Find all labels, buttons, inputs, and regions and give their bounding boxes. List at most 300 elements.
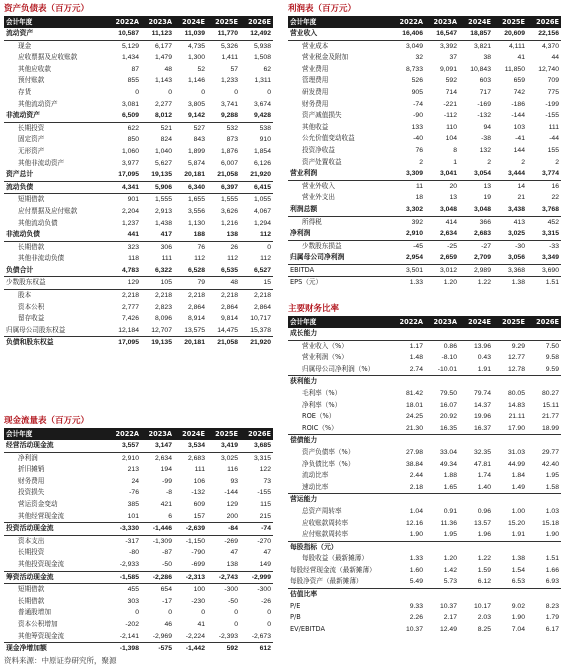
cell-value: 455 [127,586,139,594]
cell-value: 11,039 [174,28,207,40]
cell-value: 46 [164,620,172,628]
cell-value: 79.50 [439,389,457,397]
table-row [288,423,561,435]
cell-value: 112 [227,255,238,263]
cell-value: 1.51 [545,279,559,287]
header-year: 2022A [391,16,425,28]
cell-value: 2,218 [187,292,205,300]
header-year: 2022A [108,428,141,440]
cell-value [493,494,527,506]
cell-value: 10,587 [108,28,141,40]
table-row [4,476,273,488]
table-row [288,400,561,412]
row-label: 非流动资产 [4,110,108,122]
table-row [288,145,561,157]
cell-value: 6,535 [207,265,240,277]
row-label: 每股净资产（最新摊薄） [288,576,391,588]
cell-value: -2,224 [174,631,207,643]
row-label: 资产处置收益 [302,157,342,166]
cell-value: 1.20 [443,555,457,563]
cell-value: 9.59 [527,364,561,376]
cell-value: -10.01 [425,364,459,376]
cell-value: 1.20 [443,279,457,287]
cell-value: 2,823 [154,303,172,311]
cash-flow-title: 现金流量表（百万元） [4,416,90,426]
cell-value [527,589,561,601]
cell-value: 138 [207,559,240,571]
cell-value: -1,150 [185,537,205,545]
row-label: 长期投资 [18,123,45,132]
row-label: 净利润 [18,453,38,462]
cell-value: 654 [160,586,172,594]
cell-value: 12.16 [405,519,423,527]
row-label: 净利润 [288,228,391,240]
row-label: 利润总额 [288,204,391,216]
table-row [4,523,273,536]
cell-value: 1.79 [545,614,559,622]
row-label: 短期借款 [18,585,45,594]
cell-value: 717 [479,88,491,96]
table-row [288,612,561,624]
cell-value: -90 [413,112,423,120]
cash-flow-table [4,428,273,655]
cell-value: 0 [168,609,172,617]
table-row [4,313,273,325]
cell-value: 8.25 [477,625,491,633]
row-label: EV/EBITDA [290,624,326,633]
cell-value: 1.58 [527,482,561,494]
cell-value: 2 [521,158,525,166]
cell-value: 1.22 [477,279,491,287]
cell-value: 1,237 [121,219,139,227]
header-label: 会计年度 [288,16,391,28]
header-year: 2026E [527,16,561,28]
cell-value: 1.90 [527,529,561,541]
table-row [288,447,561,459]
cash-flow-panel [4,415,273,655]
key-ratios-title: 主要财务比率 [288,304,340,314]
cell-value [493,435,527,447]
cell-value: 21.11 [508,413,525,421]
cell-value: 81.42 [405,389,423,397]
cell-value: 1.90 [391,529,425,541]
cell-value: 15.11 [542,401,559,409]
cell-value: 37 [449,54,457,62]
row-label: EBITDA [288,264,391,277]
table-row [288,240,561,252]
table-row [4,206,273,218]
cell-value: 0 [234,620,238,628]
cell-value: 2,659 [425,252,459,264]
cell-value: 111 [194,466,205,474]
cell-value: -2,673 [240,631,273,643]
row-label: 其他收益 [302,122,329,131]
cell-value: 2,989 [459,264,493,277]
cell-value [527,376,561,388]
row-label: 应付账款周转率 [288,529,391,541]
cell-value: 3,805 [187,100,205,108]
row-label: 长期借款 [18,596,45,605]
header-year: 2022A [108,16,141,28]
cell-value: 0.86 [443,342,457,350]
cell-value: -1,446 [141,523,174,536]
cell-value: 15 [240,277,273,290]
cell-value: 47 [230,549,238,557]
row-label: 获利能力 [290,377,318,386]
row-label: 存货 [18,87,32,96]
cell-value: 149 [240,559,273,571]
cell-value: 1.59 [477,566,491,574]
cell-value: 9,091 [439,65,457,73]
cell-value: 21,920 [250,339,271,347]
cell-value: 742 [513,88,525,96]
cell-value: 413 [513,218,525,226]
cell-value: 19.96 [473,413,491,421]
cell-value: -1,398 [119,645,139,653]
cell-value: 93 [230,477,238,485]
row-label: 所得税 [302,217,322,226]
table-row [288,87,561,99]
cell-value: -144 [511,112,525,120]
cell-value: -74 [413,100,423,108]
cell-value: 21,058 [207,169,240,181]
cell-value: -41 [515,135,525,143]
cell-value [493,541,527,553]
header-year: 2025E [207,16,240,28]
cell-value [493,376,527,388]
row-label: 短期借款 [18,195,45,204]
cell-value: 138 [207,229,240,241]
table-row [4,40,273,52]
cell-value: -33 [549,242,559,250]
cell-value: 6,527 [240,265,273,277]
cell-value: -2,313 [174,571,207,584]
cell-value: 2.26 [409,614,423,622]
cell-value: 105 [141,277,174,290]
cell-value: -270 [257,537,271,545]
cell-value: 10.37 [405,625,423,633]
cell-value: 0.43 [477,354,491,362]
row-label: 资本支出 [18,536,45,545]
cell-value: 62 [263,65,271,73]
cell-value: 52 [197,65,205,73]
cell-value: 2,634 [154,454,172,462]
row-label: 留存收益 [18,314,45,323]
header-year: 2025E [207,428,240,440]
cell-value: 20,609 [493,28,527,40]
table-row [4,596,273,608]
row-label: 财务费用 [18,476,45,485]
cell-value: -186 [511,100,525,108]
cell-value: 11,770 [207,28,240,40]
row-label: 经营活动现金流 [4,440,108,452]
header-year: 2025E [493,316,527,328]
table-row [288,506,561,518]
cell-value: 38.84 [405,460,423,468]
cell-value: 0 [135,609,139,617]
table-row [288,40,561,52]
cell-value: 6,397 [207,181,240,194]
cell-value: -2,141 [108,631,141,643]
cell-value: 1.38 [511,555,525,563]
table-row [4,64,273,76]
cell-value: 441 [108,229,141,241]
cell-value: 132 [479,146,491,154]
cell-value: 3,041 [425,168,459,180]
row-label: EPS（元） [290,278,323,287]
cell-value: 188 [174,229,207,241]
cell-value: 31.03 [507,448,525,456]
cell-value: 9,288 [207,110,240,122]
table-row [288,482,561,494]
cell-value: 80.27 [541,389,559,397]
cell-value: 850 [127,136,139,144]
cell-value: 3,690 [527,264,561,277]
row-label: 营业成本 [302,41,329,50]
cell-value: 12,740 [538,65,559,73]
table-row [288,541,561,553]
row-label: 营业收入 [288,28,391,40]
table-row [4,571,273,584]
table-row [4,487,273,499]
cell-value: 112 [194,255,205,263]
cell-value [459,328,493,340]
cell-value: 48 [207,277,240,290]
row-label: 资本公积 [18,302,45,311]
table-row [4,218,273,230]
row-label: 研发费用 [302,87,329,96]
income-statement-panel [288,3,561,289]
table-row [288,180,561,192]
cell-value: 44.99 [507,460,525,468]
cell-value: 452 [547,218,559,226]
cell-value: -112 [443,112,457,120]
cell-value: 6.53 [493,576,527,588]
cell-value: 385 [127,500,139,508]
cell-value: 1.65 [425,482,459,494]
cell-value: 0 [201,609,205,617]
cell-value: 80.05 [507,389,525,397]
cell-value: -1,442 [185,645,205,653]
table-row [4,643,273,655]
cell-value: -155 [545,112,559,120]
row-label: 营业利润 [288,168,391,180]
table-header-row [4,16,273,28]
cell-value: 157 [174,511,207,523]
row-label: 总资产周转率 [302,506,342,515]
row-label: 成长能力 [288,328,391,340]
table-row [4,75,273,87]
table-row [288,565,561,577]
cell-value: 17,095 [118,339,139,347]
cell-value: 13 [449,194,457,202]
cell-value: 21 [517,194,525,202]
cell-value: 843 [193,136,205,144]
cell-value: 1,300 [187,54,205,62]
row-label: 现金 [18,41,32,50]
cell-value: 4,735 [187,42,205,50]
cell-value: 2 [419,158,423,166]
table-row [4,584,273,596]
cell-value: 521 [160,124,172,132]
cell-value: 5.49 [391,576,425,588]
cell-value: -50 [141,559,174,571]
row-label: 其他应收款 [18,64,51,73]
cell-value: 1.88 [443,472,457,480]
cell-value: -2,999 [240,571,273,584]
cell-value: 1.04 [409,507,423,515]
cell-value: 44 [551,54,559,62]
cell-value: 0 [234,609,238,617]
table-row [288,589,561,601]
cell-value: 5,906 [141,181,174,194]
cell-value: 6,322 [141,265,174,277]
table-row [4,229,273,241]
table-row [4,535,273,547]
row-label: 每股收益（最新摊薄） [302,554,368,563]
cell-value: 4,067 [253,207,271,215]
row-label: 毛利率（%） [302,388,342,397]
cell-value: 6,340 [174,181,207,194]
cell-value: 622 [127,124,139,132]
table-row [288,216,561,228]
cell-value: 3,315 [527,228,561,240]
table-row [4,631,273,643]
cell-value: 306 [160,243,172,251]
table-row [288,529,561,541]
cell-value: 6,528 [174,265,207,277]
cell-value [459,589,493,601]
row-label: 负债合计 [4,265,108,277]
table-header-row [288,16,561,28]
cell-value: 3,534 [174,440,207,452]
cell-value: 41 [517,54,525,62]
cell-value: 12,707 [141,325,174,337]
cell-value: 10.37 [439,602,457,610]
row-label: 流动负债 [4,181,108,194]
cell-value: -300 [224,586,238,594]
cell-value: -2,933 [108,559,141,571]
cell-value: 3,054 [459,168,493,180]
cell-value: -2,969 [141,631,174,643]
table-row [288,228,561,240]
cell-value: -17 [162,597,172,605]
row-label: ROIC（%） [288,423,391,435]
header-year: 2025E [493,16,527,28]
cell-value: 13,575 [174,325,207,337]
cell-value: -30 [515,242,525,250]
cell-value: 0 [201,88,205,96]
row-label: 营业税金及附加 [302,53,349,62]
cell-value: 538 [259,124,271,132]
cell-value [425,435,459,447]
cell-value: 79.74 [473,389,491,397]
cell-value: 1.54 [511,566,525,574]
cell-value: 76 [197,243,205,251]
cell-value: 3,557 [108,440,141,452]
balance-sheet-title: 资产负债表（百万元） [4,4,90,14]
cell-value: -76 [129,489,139,497]
cell-value: 76 [415,146,423,154]
cell-value: 1.33 [409,279,423,287]
cell-value: 824 [160,136,172,144]
cell-value: 12.77 [507,354,525,362]
cell-value: 3,048 [425,204,459,216]
cell-value: 122 [259,466,271,474]
cell-value: 47.81 [473,460,491,468]
table-row [4,290,273,302]
cell-value: 2,913 [154,207,172,215]
table-row [4,146,273,158]
cell-value: 2,634 [425,228,459,240]
cell-value: -2,639 [174,523,207,536]
cell-value: 14,475 [207,325,240,337]
cell-value: 3,674 [253,100,271,108]
cell-value: -155 [257,489,271,497]
cell-value: 532 [226,124,238,132]
cell-value: -699 [174,559,207,571]
cell-value: 1,411 [221,54,238,62]
cell-value: -575 [158,645,172,653]
cell-value: 1.17 [409,342,423,350]
cell-value: 1,294 [253,219,271,227]
table-row [4,547,273,559]
cell-value: 22,156 [527,28,561,40]
cell-value: 18.99 [527,423,561,435]
balance-sheet-table [4,16,273,349]
cell-value: 855 [127,77,139,85]
cell-value: 3,309 [391,168,425,180]
cell-value [425,541,459,553]
cell-value: 9,428 [240,110,273,122]
cell-value: 2.03 [477,614,491,622]
row-label: 资本公积增加 [18,619,58,628]
row-label: 净利率（%） [302,400,342,409]
cell-value: 592 [445,77,457,85]
table-row [288,601,561,613]
cell-value: -80 [129,549,139,557]
cell-value: 905 [411,88,423,96]
table-row [4,452,273,464]
table-row [4,607,273,619]
cell-value: 73 [263,477,271,485]
cell-value: 2,277 [154,100,172,108]
cell-value: 6.17 [545,625,559,633]
cell-value: 4,111 [509,42,525,50]
cell-value: 527 [193,124,205,132]
cell-value: 18 [415,194,423,202]
cell-value: 101 [108,511,141,523]
cell-value: 0.91 [443,507,457,515]
cell-value: 3,741 [220,100,238,108]
cell-value: 3,977 [121,159,139,167]
row-label: 普通股增加 [18,608,51,617]
cell-value: 6,007 [220,159,238,167]
cell-value: 12.78 [493,364,527,376]
table-row [288,470,561,482]
row-label: 应付票据及应付账款 [18,206,78,215]
cell-value: 1.74 [477,472,491,480]
cell-value: 1,434 [121,54,139,62]
cell-value: 16.35 [425,423,459,435]
cell-value: 1,060 [121,147,139,155]
cell-value: -169 [477,100,491,108]
table-row [288,157,561,169]
cell-value: 592 [226,645,238,653]
cell-value: 0 [267,243,271,251]
table-row [4,194,273,206]
cell-value: 2.17 [443,614,457,622]
